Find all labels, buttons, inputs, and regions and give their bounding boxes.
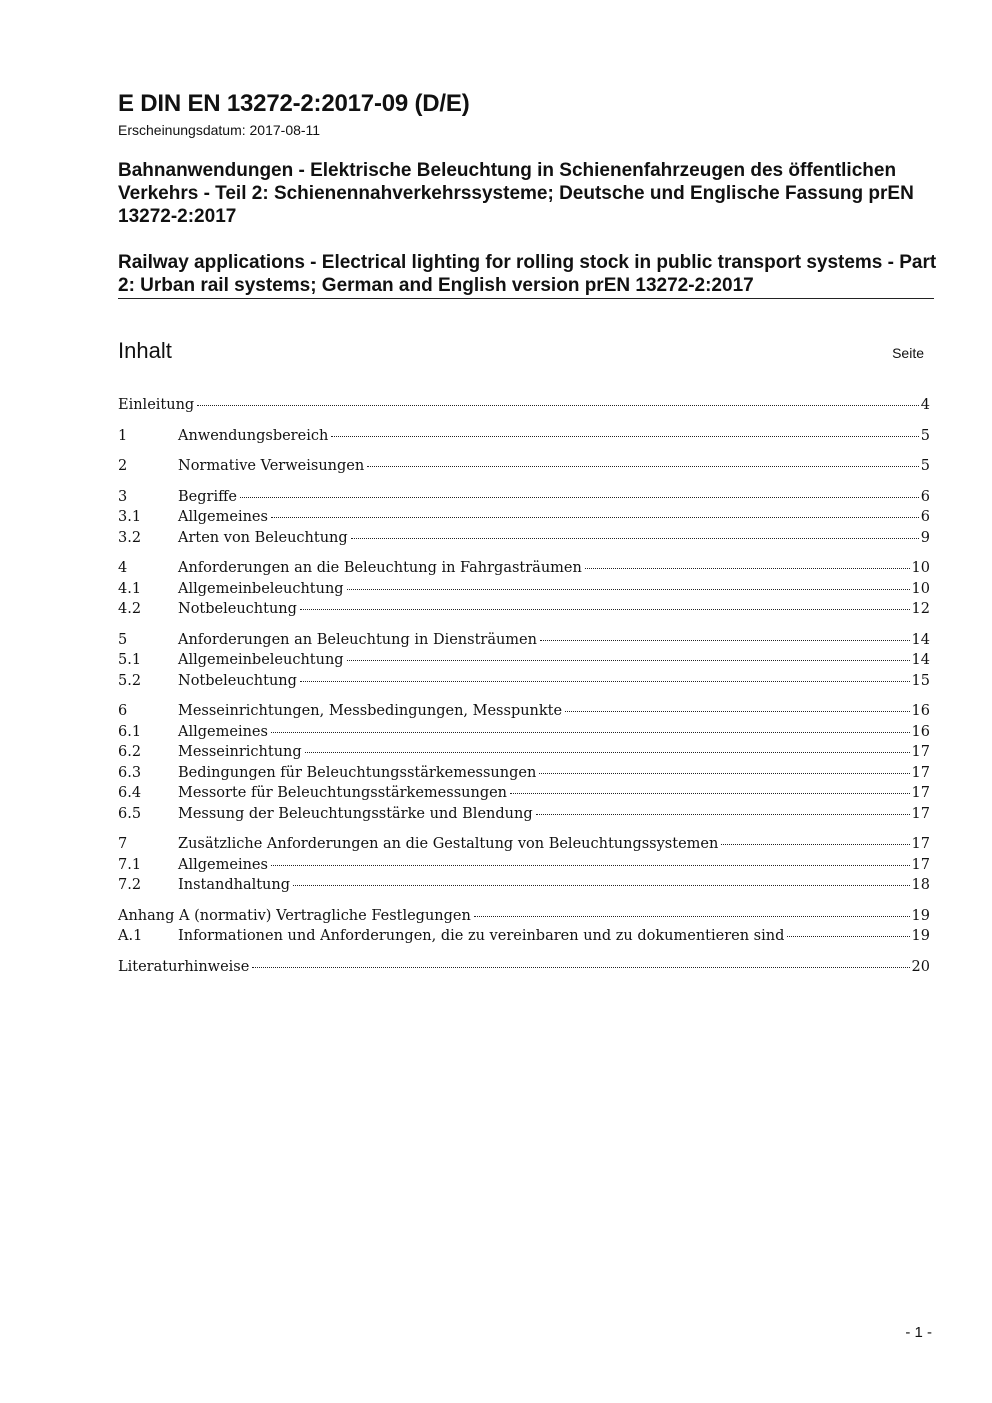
toc-entry-title: Anforderungen an Beleuchtung in Diensträumen: [178, 631, 537, 648]
toc-entry-page: 14: [911, 631, 930, 648]
toc-entry-title: Anforderungen an die Beleuchtung in Fahrgasträumen: [178, 560, 582, 576]
toc-dot-leader: [510, 793, 910, 794]
toc-entry[interactable]: [118, 742, 930, 763]
toc-entry[interactable]: [118, 630, 930, 651]
toc-entry-number: 6.1: [118, 723, 142, 740]
toc-entry-number: 6.5: [118, 805, 142, 822]
toc-entry[interactable]: [118, 487, 930, 508]
toc-entry-page: 17: [911, 764, 930, 781]
release-date: Erscheinungsdatum: 2017-08-11: [118, 122, 321, 138]
toc-entry-number: 6.4: [118, 785, 142, 801]
toc-dot-leader: [293, 885, 910, 886]
toc-entry-page: 10: [911, 560, 930, 576]
toc-dot-leader: [271, 517, 919, 518]
toc-entry-title: Instandhaltung: [178, 877, 291, 893]
toc-entry-page: 17: [911, 836, 930, 852]
toc-entry[interactable]: [118, 558, 930, 579]
toc-dot-leader: [536, 814, 910, 815]
toc-entry-page: 16: [911, 723, 930, 740]
toc-entry-page: 9: [920, 529, 930, 546]
toc-entry-number: 6.3: [118, 764, 142, 781]
toc-entry-title: Messorte für Beleuchtungsstärkemessungen: [178, 785, 508, 801]
toc-entry-page: 14: [911, 652, 930, 668]
toc-entry-page: 17: [911, 785, 930, 801]
toc-entry[interactable]: [118, 701, 930, 722]
toc-dot-leader: [271, 732, 910, 733]
toc-dot-leader: [300, 681, 910, 682]
toc-entry-page: 19: [911, 928, 930, 944]
toc-page-column-label: Seite: [892, 345, 924, 361]
toc-entry[interactable]: [118, 763, 930, 784]
toc-entry-title: Anwendungsbereich: [178, 427, 329, 444]
toc-entry-title: Messung der Beleuchtungsstärke und Blendung: [178, 805, 533, 822]
toc-entry-title: Allgemeines: [178, 509, 268, 525]
toc-entry-title: Bedingungen für Beleuchtungsstärkemessungen: [178, 764, 537, 781]
toc-entry-number: 5: [118, 631, 128, 648]
toc-dot-leader: [539, 773, 909, 774]
toc-entry-number: 5.2: [118, 672, 142, 689]
table-of-contents: [118, 395, 930, 977]
toc-entry[interactable]: [118, 395, 930, 416]
toc-entry-number: 6: [118, 703, 128, 719]
toc-entry-title: Notbeleuchtung: [178, 601, 297, 617]
toc-entry-page: 6: [920, 509, 930, 525]
toc-entry-number: 6.2: [118, 744, 142, 760]
toc-entry-page: 19: [911, 907, 930, 924]
toc-entry-page: 5: [920, 458, 930, 474]
toc-entry-title: Zusätzliche Anforderungen an die Gestaltung von Beleuchtungssystemen: [178, 836, 719, 852]
document-number-title: E DIN EN 13272-2:2017-09 (D/E): [118, 90, 470, 117]
toc-dot-leader: [252, 967, 909, 968]
toc-entry-number: 7.2: [118, 877, 142, 893]
title-german: Bahnanwendungen - Elektrische Beleuchtung in Schienenfahrzeugen des öffentlichen Verkehrs - Teil 2: Schienennahverkehrssysteme; Deutsche und Englische Fassung prEN 13272-2:2017: [118, 160, 914, 227]
toc-entry[interactable]: [118, 875, 930, 896]
toc-entry-page: 18: [911, 877, 930, 893]
toc-entry-number: 5.1: [118, 652, 142, 668]
toc-dot-leader: [585, 568, 910, 569]
toc-entry-title: Normative Verweisungen: [178, 458, 365, 474]
toc-entry-title: Allgemeines: [178, 723, 268, 740]
toc-entry-page: 6: [920, 488, 930, 505]
toc-entry-number: 3.1: [118, 509, 142, 525]
toc-entry-title: Allgemeines: [178, 856, 268, 873]
toc-dot-leader: [474, 916, 910, 917]
toc-entry-number: 1: [118, 427, 128, 444]
toc-dot-leader: [347, 589, 910, 590]
toc-dot-leader: [240, 497, 919, 498]
toc-dot-leader: [305, 752, 910, 753]
toc-dot-leader: [271, 865, 910, 866]
toc-entry[interactable]: [118, 834, 930, 855]
toc-entry-number: 4.2: [118, 601, 142, 617]
toc-dot-leader: [300, 609, 910, 610]
toc-dot-leader: [197, 405, 919, 406]
toc-entry-number: 4.1: [118, 580, 142, 597]
toc-entry[interactable]: [118, 507, 930, 528]
toc-entry-title: Einleitung: [118, 397, 195, 413]
toc-entry-title: Begriffe: [178, 488, 237, 505]
toc-entry-title: Messeinrichtungen, Messbedingungen, Messpunkte: [178, 703, 563, 719]
toc-entry-page: 4: [920, 397, 930, 413]
toc-entry-page: 15: [911, 672, 930, 689]
toc-entry[interactable]: [118, 722, 930, 743]
toc-entry-page: 17: [911, 744, 930, 760]
toc-entry[interactable]: [118, 855, 930, 876]
toc-entry-number: 3: [118, 488, 128, 505]
toc-dot-leader: [721, 844, 909, 845]
toc-entry[interactable]: [118, 783, 930, 804]
toc-entry-page: 20: [911, 958, 930, 975]
toc-entry[interactable]: [118, 579, 930, 600]
toc-entry-number: 2: [118, 458, 128, 474]
toc-entry-page: 16: [911, 703, 930, 719]
toc-entry[interactable]: [118, 426, 930, 447]
toc-entry-page: 10: [911, 580, 930, 597]
toc-dot-leader: [347, 660, 910, 661]
toc-entry-title: Allgemeinbeleuchtung: [178, 580, 344, 597]
toc-entry[interactable]: [118, 650, 930, 671]
toc-entry-title: Messeinrichtung: [178, 744, 302, 760]
toc-entry-page: 17: [911, 805, 930, 822]
toc-dot-leader: [540, 640, 910, 641]
toc-entry-page: 12: [911, 601, 930, 617]
toc-dot-leader: [787, 936, 909, 937]
toc-entry[interactable]: [118, 528, 930, 549]
toc-entry-title: Anhang A (normativ) Vertragliche Festlegungen: [118, 907, 471, 924]
toc-entry-number: 3.2: [118, 529, 142, 546]
toc-entry-number: 7.1: [118, 856, 142, 873]
toc-entry[interactable]: [118, 804, 930, 825]
toc-dot-leader: [367, 466, 919, 467]
toc-entry-title: Arten von Beleuchtung: [178, 529, 348, 546]
toc-entry[interactable]: [118, 599, 930, 620]
toc-entry-page: 5: [920, 427, 930, 444]
toc-entry-title: Literaturhinweise: [118, 958, 250, 975]
toc-dot-leader: [351, 538, 919, 539]
toc-entry[interactable]: [118, 671, 930, 692]
toc-heading: Inhalt: [118, 338, 172, 363]
toc-entry[interactable]: [118, 957, 930, 978]
toc-entry-page: 17: [911, 856, 930, 873]
toc-entry-title: Notbeleuchtung: [178, 672, 297, 689]
title-divider: [118, 298, 934, 299]
toc-entry[interactable]: [118, 456, 930, 477]
toc-entry-number: 7: [118, 836, 128, 852]
toc-entry[interactable]: [118, 906, 930, 927]
toc-entry-number: A.1: [118, 928, 143, 944]
page-number: - 1 -: [905, 1324, 932, 1341]
title-english: Railway applications - Electrical lighting for rolling stock in public transport systems - Part 2: Urban rail systems; German and English version prEN 13272-2:2017: [118, 252, 937, 296]
toc-entry-title: Informationen und Anforderungen, die zu vereinbaren und zu dokumentieren sind: [178, 928, 785, 944]
toc-entry-title: Allgemeinbeleuchtung: [178, 652, 344, 668]
toc-entry-number: 4: [118, 560, 128, 576]
toc-dot-leader: [331, 436, 918, 437]
toc-dot-leader: [565, 711, 909, 712]
toc-entry[interactable]: [118, 926, 930, 947]
